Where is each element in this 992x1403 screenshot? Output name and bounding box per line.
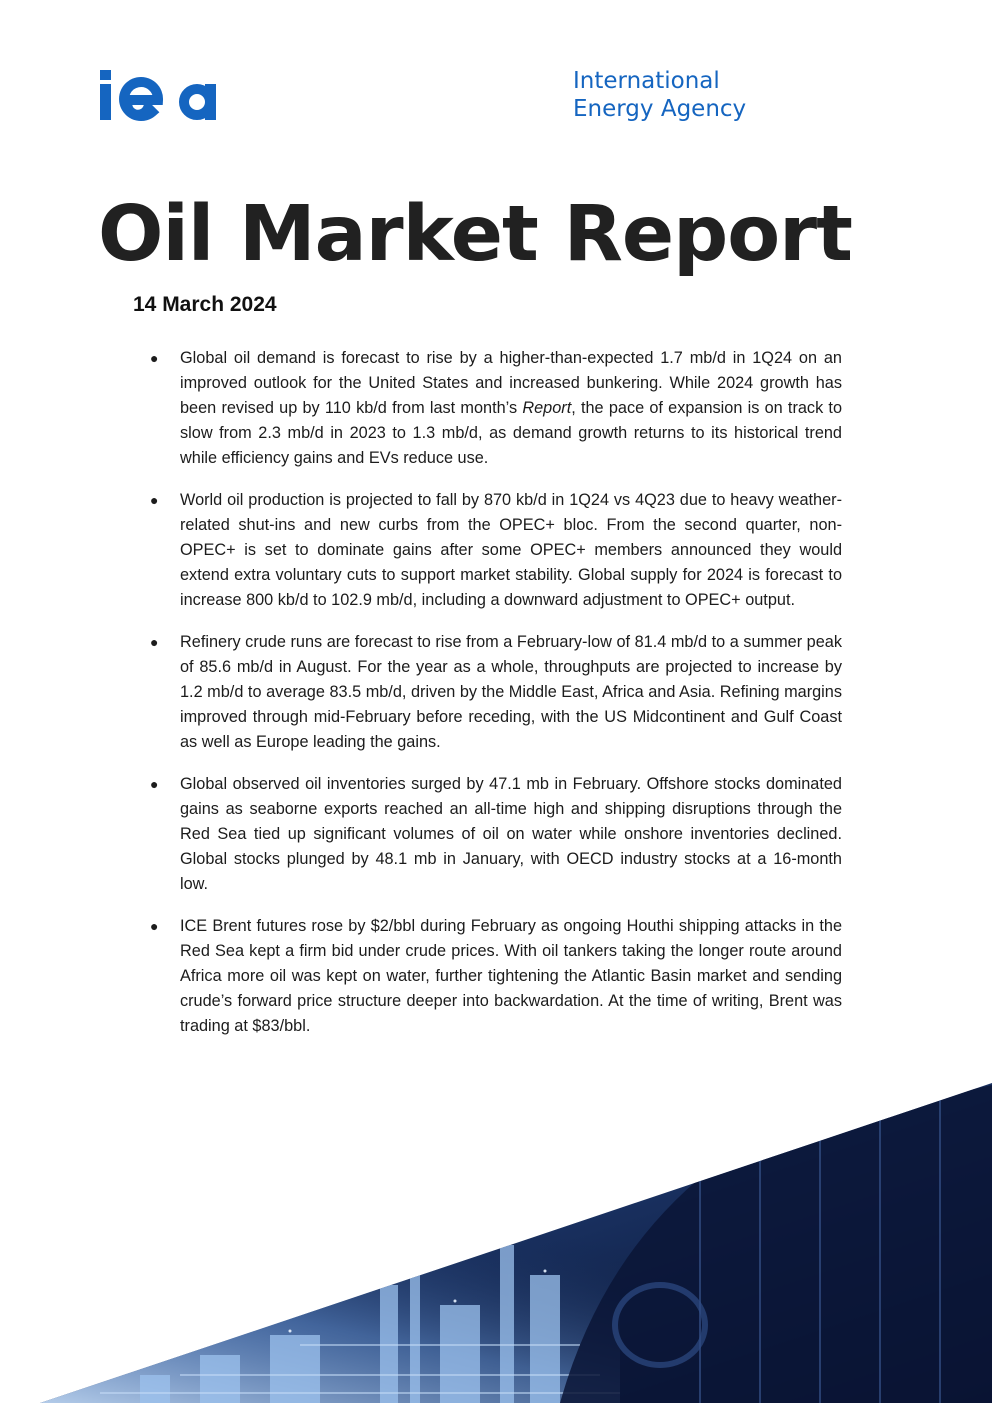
bullet-dot-icon: ● [150, 350, 159, 366]
bullet-dot-icon: ● [150, 918, 159, 934]
bullet-text: World oil production is projected to fall by 870 kb/d in 1Q24 vs 4Q23 due to heavy weather-related shut-ins and new curbs from the OPEC+ bloc. From the second quarter, non-OPEC+ is set to dominate gains after some OPEC+ members announced they would extend extra voluntary cuts to support market stability. Global supply for 2024 is forecast to increase 800 kb/d to 102.9 mb/d, including a downward adjustment to OPEC+ output. [180, 491, 842, 609]
bullet-text: ICE Brent futures rose by $2/bbl during February as ongoing Houthi shipping attacks in the Red Sea kept a firm bid under crude prices. With oil tankers taking the longer route around Africa more oil was kept on water, further tightening the Atlantic Basin market and sending crude’s forward price structure deeper into backwardation. At the time of writing, Brent was trading at $83/bbl. [180, 917, 842, 1035]
page-title: Oil Market Report [98, 190, 852, 279]
bullet-text: Global oil demand is forecast to rise by a higher-than-expected 1.7 mb/d in 1Q24 on an improved outlook for the United States and increased bunkering. While 2024 growth has been revised up by 110 kb/d from last month’s [180, 349, 842, 417]
bullet-text-end: , the pace of expansion is on track to slow from 2.3 mb/d in 2023 to 1.3 mb/d, as demand growth returns to its historical trend while efficiency gains and EVs reduce use. [180, 399, 843, 467]
report-date: 14 March 2024 [133, 293, 277, 316]
refinery-cover-image [0, 1075, 992, 1403]
summary-bullet-1 [150, 346, 842, 471]
bullet-italic-text: Report [522, 399, 572, 417]
agency-name [573, 67, 746, 123]
bullet-dot-icon: ● [150, 492, 159, 508]
bullet-text: Refinery crude runs are forecast to rise from a February-low of 81.4 mb/d to a summer peak of 85.6 mb/d in August. For the year as a whole, throughputs are projected to increase by 1.2 mb/d to average 83.5 mb/d, driven by the Middle East, Africa and Asia. Refining margins improved through mid-February before receding, with the US Midcontinent and Gulf Coast as well as Europe leading the gains. [180, 633, 842, 751]
summary-bullet-3 [150, 630, 842, 755]
agency-name-line-1: International [573, 68, 720, 94]
summary-bullet-4 [150, 772, 842, 897]
summary-bullet-2 [150, 488, 842, 613]
agency-name-line-2: Energy Agency [573, 96, 747, 122]
bullet-dot-icon: ● [150, 634, 159, 650]
summary-bullet-list [150, 346, 842, 1056]
summary-bullet-5 [150, 914, 842, 1039]
iea-logo [100, 70, 218, 122]
bullet-text: Global observed oil inventories surged by 47.1 mb in February. Offshore stocks dominated gains as seaborne exports reached an all-time high and shipping disruptions through the Red Sea tied up significant volumes of oil on water while onshore inventories declined. Global stocks plunged by 48.1 mb in January, with OECD industry stocks at a 16-month low. [180, 775, 842, 893]
bullet-dot-icon: ● [150, 776, 159, 792]
